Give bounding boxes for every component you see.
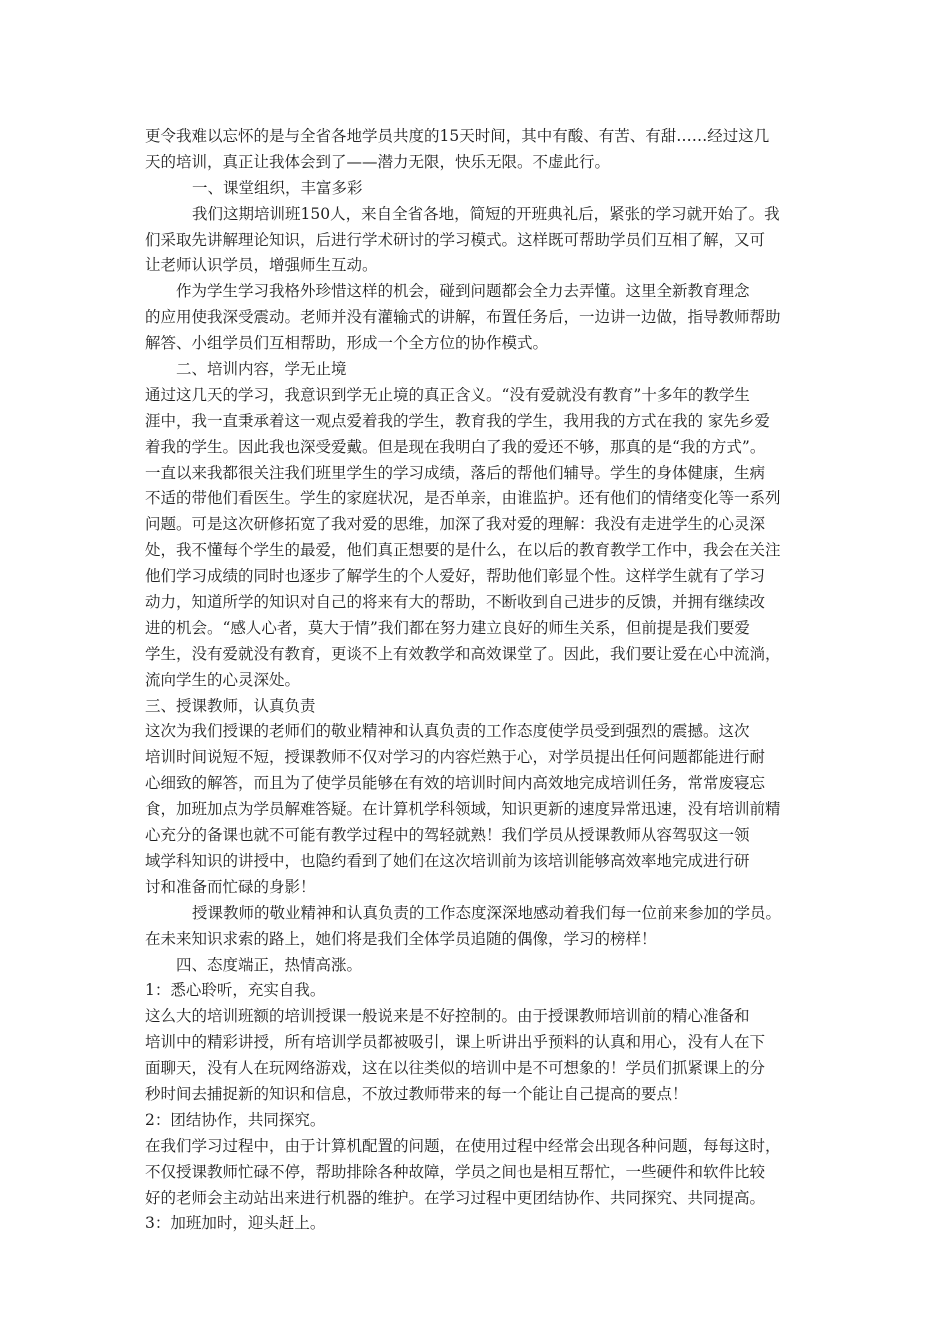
text-line: 的应用使我深受震动。老师并没有灌输式的讲解，布置任务后，一边讲一边做，指导教师帮助 <box>145 308 781 327</box>
text-line: 2：团结协作，共同探究。 <box>145 1110 326 1129</box>
text-line: 3：加班加时，迎头赶上。 <box>145 1214 326 1233</box>
text-line: 秒时间去捕捉新的知识和信息，不放过教师带来的每一个能让自己提高的要点！ <box>145 1084 688 1103</box>
text-line: 授课教师的敬业精神和认真负责的工作态度深深地感动着我们每一位前来参加的学员。 <box>192 903 782 922</box>
text-line: 在我们学习过程中，由于计算机配置的问题，在使用过程中经常会出现各种问题，每每这时， <box>145 1136 781 1155</box>
text-line: 四、态度端正，热情高涨。 <box>176 955 363 974</box>
text-line: 他们学习成绩的同时也逐步了解学生的个人爱好，帮助他们彰显个性。这样学生就有了学习 <box>145 567 766 586</box>
document-body <box>145 124 817 1237</box>
text-line: 我们这期培训班150人，来自全省各地，简短的开班典礼后，紧张的学习就开始了。我 <box>192 204 780 223</box>
text-line: 进的机会。“感人心者，莫大于情”我们都在努力建立良好的师生关系，但前提是我们要爱 <box>145 618 750 637</box>
text-line: 食，加班加点为学员解难答疑。在计算机学科领域，知识更新的速度异常迅速，没有培训前精 <box>145 800 781 819</box>
text-line: 三、授课教师，认真负责 <box>145 696 316 715</box>
text-line: 1：悉心聆听，充实自我。 <box>145 981 326 1000</box>
text-line: 这么大的培训班额的培训授课一般说来是不好控制的。由于授课教师培训前的精心准备和 <box>145 1007 750 1026</box>
text-line: 一直以来我都很关注我们班里学生的学习成绩，落后的帮他们辅导。学生的身体健康，生病 <box>145 463 766 482</box>
text-line: 培训时间说短不短，授课教师不仅对学习的内容烂熟于心，对学员提出任何问题都能进行耐 <box>145 748 766 767</box>
text-line: 培训中的精彩讲授，所有培训学员都被吸引，课上听讲出乎预料的认真和用心，没有人在下 <box>145 1033 766 1052</box>
text-line: 着我的学生。因此我也深受爱戴。但是现在我明白了我的爱还不够，那真的是“我的方式”。 <box>145 437 766 456</box>
text-line: 一、课堂组织，丰富多彩 <box>192 178 363 197</box>
text-line: 二、培训内容，学无止境 <box>176 360 347 379</box>
text-line: 流向学生的心灵深处。 <box>145 670 301 689</box>
text-line: 心细致的解答，而且为了使学员能够在有效的培训时间内高效地完成培训任务，常常废寝忘 <box>145 774 766 793</box>
text-line: 让老师认识学员，增强师生互动。 <box>145 256 378 275</box>
text-line: 们采取先讲解理论知识，后进行学术研讨的学习模式。这样既可帮助学员们互相了解，又可 <box>145 230 766 249</box>
text-line: 好的老师会主动站出来进行机器的维护。在学习过程中更团结协作、共同探究、共同提高。 <box>145 1188 766 1207</box>
text-line: 不适的带他们看医生。学生的家庭状况，是否单亲，由谁监护。还有他们的情绪变化等一系列 <box>145 489 781 508</box>
text-line: 解答、小组学员们互相帮助，形成一个全方位的协作模式。 <box>145 334 549 353</box>
text-line: 在未来知识求索的路上，她们将是我们全体学员追随的偶像，学习的榜样！ <box>145 929 657 948</box>
text-line: 面聊天，没有人在玩网络游戏，这在以往类似的培训中是不可想象的！学员们抓紧课上的分 <box>145 1059 766 1078</box>
text-line: 通过这几天的学习，我意识到学无止境的真正含义。“没有爱就没有教育”十多年的教学生 <box>145 385 750 404</box>
text-line: 天的培训，真正让我体会到了——潜力无限，快乐无限。不虚此行。 <box>145 152 611 171</box>
text-line: 这次为我们授课的老师们的敬业精神和认真负责的工作态度使学员受到强烈的震撼。这次 <box>145 722 750 741</box>
text-line: 更令我难以忘怀的是与全省各地学员共度的15天时间，其中有酸、有苦、有甜……经过这几 <box>145 127 770 145</box>
text-line: 域学科知识的讲授中，也隐约看到了她们在这次培训前为该培训能够高效率地完成进行研 <box>145 851 750 870</box>
text-line: 心充分的备课也就不可能有教学过程中的驾轻就熟！我们学员从授课教师从容驾驭这一领 <box>145 826 750 845</box>
text-line: 学生，没有爱就没有教育，更谈不上有效教学和高效课堂了。因此，我们要让爱在心中流淌， <box>145 644 781 663</box>
text-line: 涯中，我一直秉承着这一观点爱着我的学生，教育我的学生，我用我的方式在我的 家先乡爱 <box>145 411 770 430</box>
text-line: 作为学生学习我格外珍惜这样的机会，碰到问题都会全力去弄懂。这里全新教育理念 <box>176 282 750 301</box>
text-line: 不仅授课教师忙碌不停，帮助排除各种故障，学员之间也是相互帮忙，一些硬件和软件比较 <box>145 1162 766 1181</box>
text-line: 动力，知道所学的知识对自己的将来有大的帮助，不断收到自己进步的反馈，并拥有继续改 <box>145 593 766 612</box>
text-line: 讨和准备而忙碌的身影！ <box>145 877 316 896</box>
text-line: 问题。可是这次研修拓宽了我对爱的思维，加深了我对爱的理解：我没有走进学生的心灵深 <box>145 515 766 534</box>
text-line: 处，我不懂每个学生的最爱，他们真正想要的是什么，在以后的教育教学工作中，我会在关注 <box>145 541 781 560</box>
